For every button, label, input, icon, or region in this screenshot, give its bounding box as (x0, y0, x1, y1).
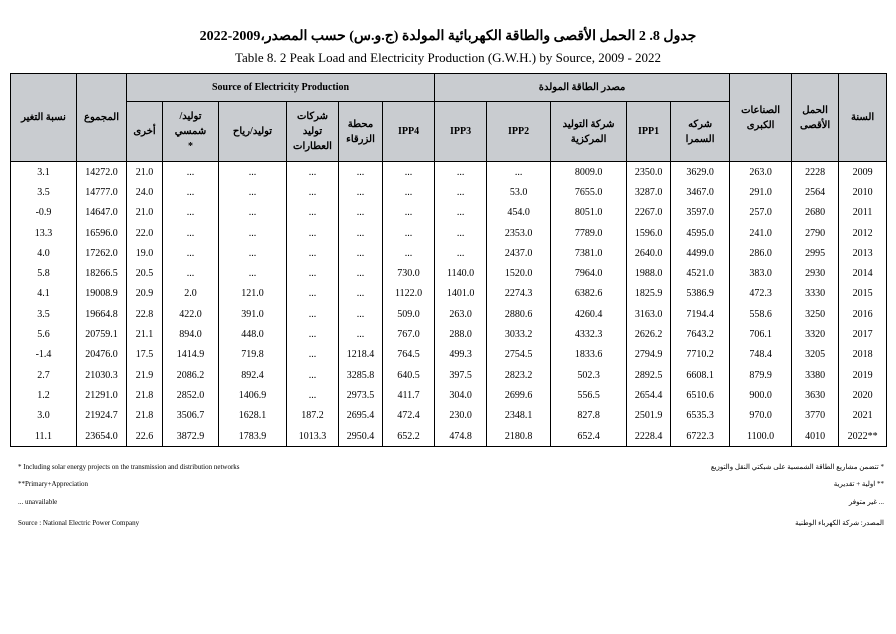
cell-attarat: ... (287, 345, 339, 365)
cell-central: 8051.0 (551, 203, 627, 223)
cell-central: 1833.6 (551, 345, 627, 365)
cell-samra: 3467.0 (671, 182, 730, 202)
cell-central: 556.5 (551, 385, 627, 405)
cell-other: 17.5 (127, 345, 163, 365)
cell-samra: 3629.0 (671, 162, 730, 183)
cell-other: 21.1 (127, 324, 163, 344)
cell-change: 4.0 (11, 243, 77, 263)
cell-ipp1: 3163.0 (627, 304, 671, 324)
table-row (11, 406, 887, 426)
cell-wind: 1628.1 (219, 406, 287, 426)
cell-samra: 4521.0 (671, 263, 730, 283)
cell-ipp3: ... (435, 162, 487, 183)
cell-attarat: ... (287, 243, 339, 263)
cell-industries: 1100.0 (730, 426, 792, 447)
cell-samra: 3597.0 (671, 203, 730, 223)
cell-central: 502.3 (551, 365, 627, 385)
table-row (11, 365, 887, 385)
note-unavailable-ar: ... غير متوفر (848, 498, 884, 506)
header-attarat-line1: شركات (296, 111, 329, 122)
cell-samra: 6722.3 (671, 426, 730, 447)
note-source-ar: المصدر: شركة الكهرباء الوطنية (795, 519, 884, 527)
cell-zarqa: ... (339, 203, 383, 223)
cell-peak: 2995 (792, 243, 839, 263)
cell-industries: 286.0 (730, 243, 792, 263)
cell-ipp2: 1520.0 (487, 263, 551, 283)
cell-ipp3: ... (435, 223, 487, 243)
cell-samra: 4499.0 (671, 243, 730, 263)
cell-ipp2: 2699.6 (487, 385, 551, 405)
cell-solar: 422.0 (163, 304, 219, 324)
cell-ipp4: 640.5 (383, 365, 435, 385)
table-row (11, 345, 887, 365)
cell-central: 7655.0 (551, 182, 627, 202)
cell-attarat: ... (287, 304, 339, 324)
cell-ipp4: 509.0 (383, 304, 435, 324)
header-solar (163, 102, 219, 162)
cell-ipp2: 3033.2 (487, 324, 551, 344)
cell-peak: 2228 (792, 162, 839, 183)
cell-year: 2015 (839, 284, 887, 304)
header-peak-load (792, 74, 839, 162)
cell-wind: 719.8 (219, 345, 287, 365)
cell-solar: ... (163, 162, 219, 183)
cell-zarqa: 3285.8 (339, 365, 383, 385)
header-samra: شركه السمرا (671, 102, 730, 162)
cell-wind: 391.0 (219, 304, 287, 324)
cell-ipp4: 730.0 (383, 263, 435, 283)
table-row (11, 324, 887, 344)
cell-zarqa: ... (339, 162, 383, 183)
cell-total: 23654.0 (77, 426, 127, 447)
cell-ipp4: ... (383, 182, 435, 202)
note-primary-ar: ** اولية + تقديرية (833, 480, 884, 488)
cell-solar: ... (163, 223, 219, 243)
cell-ipp3: 397.5 (435, 365, 487, 385)
cell-year: 2013 (839, 243, 887, 263)
header-industries-line2: الكبرى (746, 119, 775, 131)
cell-attarat: ... (287, 324, 339, 344)
cell-ipp1: 1988.0 (627, 263, 671, 283)
cell-zarqa: ... (339, 182, 383, 202)
cell-attarat: ... (287, 385, 339, 405)
cell-change: 11.1 (11, 426, 77, 447)
cell-other: 22.6 (127, 426, 163, 447)
cell-change: 3.0 (11, 406, 77, 426)
cell-ipp4: ... (383, 203, 435, 223)
cell-samra: 7643.2 (671, 324, 730, 344)
cell-central: 8009.0 (551, 162, 627, 183)
table-title-english: Table 8. 2 Peak Load and Electricity Production (G.W.H.) by Source, 2009 - 2022 (234, 50, 662, 65)
cell-ipp1: 2892.5 (627, 365, 671, 385)
cell-ipp1: 2626.2 (627, 324, 671, 344)
cell-industries: 291.0 (730, 182, 792, 202)
cell-zarqa: 2950.4 (339, 426, 383, 447)
data-table (10, 73, 887, 447)
cell-year: 2021 (839, 406, 887, 426)
cell-zarqa: 2695.4 (339, 406, 383, 426)
cell-other: 20.9 (127, 284, 163, 304)
cell-ipp4: ... (383, 162, 435, 183)
cell-other: 22.8 (127, 304, 163, 324)
cell-peak: 4010 (792, 426, 839, 447)
header-attarat (287, 102, 339, 162)
cell-change: 4.1 (11, 284, 77, 304)
cell-solar: 3872.9 (163, 426, 219, 447)
cell-ipp2: ... (487, 162, 551, 183)
cell-industries: 257.0 (730, 203, 792, 223)
cell-wind: ... (219, 203, 287, 223)
table-body (11, 162, 887, 447)
cell-wind: 892.4 (219, 365, 287, 385)
cell-solar: 2.0 (163, 284, 219, 304)
cell-attarat: ... (287, 365, 339, 385)
cell-ipp4: 1122.0 (383, 284, 435, 304)
header-attarat-line3: العطارات (293, 141, 332, 152)
header-solar-label: توليد/شمسي (174, 111, 207, 137)
cell-attarat: ... (287, 182, 339, 202)
cell-ipp3: ... (435, 203, 487, 223)
cell-ipp2: 454.0 (487, 203, 551, 223)
cell-ipp3: ... (435, 243, 487, 263)
cell-wind: ... (219, 182, 287, 202)
cell-industries: 748.4 (730, 345, 792, 365)
cell-ipp3: 230.0 (435, 406, 487, 426)
cell-attarat: 1013.3 (287, 426, 339, 447)
cell-solar: 3506.7 (163, 406, 219, 426)
header-source-ar: مصدر الطاقة المولدة (435, 74, 730, 102)
cell-total: 18266.5 (77, 263, 127, 283)
cell-wind: 121.0 (219, 284, 287, 304)
cell-wind: ... (219, 263, 287, 283)
cell-peak: 3250 (792, 304, 839, 324)
cell-other: 21.8 (127, 385, 163, 405)
cell-total: 19664.8 (77, 304, 127, 324)
cell-samra: 6608.1 (671, 365, 730, 385)
cell-year: 2022** (839, 426, 887, 447)
header-other: أخرى (127, 102, 163, 162)
cell-total: 21030.3 (77, 365, 127, 385)
cell-samra: 4595.0 (671, 223, 730, 243)
cell-ipp2: 2353.0 (487, 223, 551, 243)
cell-peak: 3630 (792, 385, 839, 405)
header-central-line2: المركزية (570, 133, 607, 145)
cell-samra: 7710.2 (671, 345, 730, 365)
cell-ipp2: 2180.8 (487, 426, 551, 447)
cell-total: 14777.0 (77, 182, 127, 202)
cell-peak: 2930 (792, 263, 839, 283)
cell-change: 3.5 (11, 304, 77, 324)
cell-ipp3: 1140.0 (435, 263, 487, 283)
cell-other: 24.0 (127, 182, 163, 202)
table-row (11, 243, 887, 263)
cell-change: 2.7 (11, 365, 77, 385)
cell-samra: 5386.9 (671, 284, 730, 304)
header-peak-line2: الأقصى (799, 119, 831, 131)
cell-ipp3: 288.0 (435, 324, 487, 344)
cell-solar: ... (163, 243, 219, 263)
note-solar-en: * Including solar energy projects on the transmission and distribution networks (18, 463, 240, 471)
cell-wind: 448.0 (219, 324, 287, 344)
table-row (11, 223, 887, 243)
cell-industries: 472.3 (730, 284, 792, 304)
header-industries (730, 74, 792, 162)
cell-samra: 6510.6 (671, 385, 730, 405)
cell-ipp3: ... (435, 182, 487, 202)
cell-central: 4260.4 (551, 304, 627, 324)
cell-central: 7964.0 (551, 263, 627, 283)
cell-other: 21.9 (127, 365, 163, 385)
note-primary-en: **Primary+Appreciation (18, 480, 89, 488)
header-industries-line1: الصناعات (741, 104, 781, 116)
header-ipp4: IPP4 (383, 102, 435, 162)
table-row (11, 284, 887, 304)
cell-ipp2: 2823.2 (487, 365, 551, 385)
cell-ipp2: 2437.0 (487, 243, 551, 263)
cell-peak: 3205 (792, 345, 839, 365)
cell-solar: ... (163, 203, 219, 223)
cell-peak: 3770 (792, 406, 839, 426)
cell-other: 21.0 (127, 203, 163, 223)
note-unavailable-en: ... unavailable (18, 498, 58, 506)
cell-zarqa: ... (339, 263, 383, 283)
cell-ipp3: 474.8 (435, 426, 487, 447)
cell-ipp4: 411.7 (383, 385, 435, 405)
cell-change: 3.5 (11, 182, 77, 202)
header-zarqa-line2: الزرقاء (346, 133, 375, 145)
cell-wind: ... (219, 223, 287, 243)
header-ipp1: IPP1 (627, 102, 671, 162)
cell-total: 17262.0 (77, 243, 127, 263)
cell-ipp4: 652.2 (383, 426, 435, 447)
table-row (11, 162, 887, 183)
cell-year: 2018 (839, 345, 887, 365)
cell-year: 2017 (839, 324, 887, 344)
header-zarqa-line1: محطة (347, 118, 374, 130)
cell-change: -0.9 (11, 203, 77, 223)
header-total: المجموع (77, 74, 127, 162)
note-source-en: Source : National Electric Power Company (18, 519, 140, 527)
cell-ipp1: 2501.9 (627, 406, 671, 426)
cell-other: 21.0 (127, 162, 163, 183)
cell-industries: 263.0 (730, 162, 792, 183)
cell-change: 5.8 (11, 263, 77, 283)
cell-industries: 383.0 (730, 263, 792, 283)
cell-peak: 2564 (792, 182, 839, 202)
cell-zarqa: ... (339, 284, 383, 304)
cell-ipp2: 2754.5 (487, 345, 551, 365)
cell-ipp1: 1596.0 (627, 223, 671, 243)
cell-change: 5.6 (11, 324, 77, 344)
cell-ipp1: 1825.9 (627, 284, 671, 304)
cell-ipp4: 767.0 (383, 324, 435, 344)
cell-ipp1: 3287.0 (627, 182, 671, 202)
cell-peak: 3380 (792, 365, 839, 385)
cell-central: 6382.6 (551, 284, 627, 304)
cell-peak: 3320 (792, 324, 839, 344)
cell-peak: 2680 (792, 203, 839, 223)
header-zarqa (339, 102, 383, 162)
cell-ipp1: 2794.9 (627, 345, 671, 365)
cell-total: 16596.0 (77, 223, 127, 243)
cell-year: 2016 (839, 304, 887, 324)
cell-industries: 900.0 (730, 385, 792, 405)
cell-attarat: ... (287, 223, 339, 243)
cell-year: 2014 (839, 263, 887, 283)
cell-zarqa: ... (339, 304, 383, 324)
header-ipp3: IPP3 (435, 102, 487, 162)
cell-industries: 970.0 (730, 406, 792, 426)
cell-other: 21.8 (127, 406, 163, 426)
cell-solar: 894.0 (163, 324, 219, 344)
cell-samra: 7194.4 (671, 304, 730, 324)
cell-samra: 6535.3 (671, 406, 730, 426)
cell-ipp1: 2350.0 (627, 162, 671, 183)
cell-attarat: ... (287, 162, 339, 183)
cell-wind: 1406.9 (219, 385, 287, 405)
cell-central: 652.4 (551, 426, 627, 447)
cell-ipp2: 2348.1 (487, 406, 551, 426)
cell-ipp2: 53.0 (487, 182, 551, 202)
cell-total: 20476.0 (77, 345, 127, 365)
cell-solar: 2086.2 (163, 365, 219, 385)
cell-year: 2019 (839, 365, 887, 385)
cell-wind: 1783.9 (219, 426, 287, 447)
cell-ipp3: 1401.0 (435, 284, 487, 304)
cell-attarat: ... (287, 263, 339, 283)
cell-total: 14647.0 (77, 203, 127, 223)
cell-total: 21924.7 (77, 406, 127, 426)
cell-industries: 558.6 (730, 304, 792, 324)
table-row (11, 304, 887, 324)
table-row (11, 385, 887, 405)
table-row (11, 182, 887, 202)
cell-ipp4: 764.5 (383, 345, 435, 365)
cell-ipp4: ... (383, 243, 435, 263)
header-wind: توليد/رياح (219, 102, 287, 162)
cell-zarqa: ... (339, 324, 383, 344)
cell-central: 7789.0 (551, 223, 627, 243)
cell-change: 3.1 (11, 162, 77, 183)
cell-industries: 706.1 (730, 324, 792, 344)
cell-year: 2012 (839, 223, 887, 243)
cell-year: 2020 (839, 385, 887, 405)
cell-attarat: ... (287, 203, 339, 223)
cell-industries: 241.0 (730, 223, 792, 243)
cell-ipp2: 2274.3 (487, 284, 551, 304)
cell-total: 20759.1 (77, 324, 127, 344)
cell-central: 7381.0 (551, 243, 627, 263)
cell-ipp3: 499.3 (435, 345, 487, 365)
cell-central: 4332.3 (551, 324, 627, 344)
header-ipp2: IPP2 (487, 102, 551, 162)
cell-ipp3: 304.0 (435, 385, 487, 405)
cell-ipp1: 2228.4 (627, 426, 671, 447)
cell-other: 22.0 (127, 223, 163, 243)
cell-solar: 2852.0 (163, 385, 219, 405)
cell-ipp1: 2640.0 (627, 243, 671, 263)
cell-ipp2: 2880.6 (487, 304, 551, 324)
cell-attarat: 187.2 (287, 406, 339, 426)
cell-attarat: ... (287, 284, 339, 304)
cell-ipp3: 263.0 (435, 304, 487, 324)
cell-year: 2011 (839, 203, 887, 223)
cell-wind: ... (219, 243, 287, 263)
cell-industries: 879.9 (730, 365, 792, 385)
cell-ipp4: ... (383, 223, 435, 243)
header-source-en: Source of Electricity Production (127, 74, 435, 102)
cell-year: 2009 (839, 162, 887, 183)
cell-zarqa: 2973.5 (339, 385, 383, 405)
cell-central: 827.8 (551, 406, 627, 426)
cell-other: 19.0 (127, 243, 163, 263)
table-row (11, 263, 887, 283)
cell-zarqa: ... (339, 243, 383, 263)
note-solar-ar: * تتضمن مشاريع الطاقة الشمسية على شبكتي النقل والتوزيع (710, 463, 884, 471)
cell-change: 13.3 (11, 223, 77, 243)
cell-solar: ... (163, 182, 219, 202)
header-solar-mark: * (188, 141, 193, 152)
cell-wind: ... (219, 162, 287, 183)
cell-total: 14272.0 (77, 162, 127, 183)
table-title-arabic: جدول 8. 2 الحمل الأقصى والطاقة الكهربائية المولدة (ج.و.س) حسب المصدر،2009-2022 (199, 29, 697, 44)
cell-change: 1.2 (11, 385, 77, 405)
header-central (551, 102, 627, 162)
table-row (11, 426, 887, 447)
header-year: السنة (839, 74, 887, 162)
cell-solar: ... (163, 263, 219, 283)
cell-total: 21291.0 (77, 385, 127, 405)
cell-peak: 2790 (792, 223, 839, 243)
cell-change: -1.4 (11, 345, 77, 365)
header-attarat-line2: توليد (302, 126, 323, 137)
cell-total: 19008.9 (77, 284, 127, 304)
header-peak-line1: الحمل (802, 104, 828, 116)
cell-ipp4: 472.4 (383, 406, 435, 426)
header-change-rate: نسبة التغير (11, 74, 77, 162)
cell-zarqa: 1218.4 (339, 345, 383, 365)
cell-peak: 3330 (792, 284, 839, 304)
cell-ipp1: 2654.4 (627, 385, 671, 405)
header-central-line1: شركة التوليد (562, 118, 615, 130)
cell-zarqa: ... (339, 223, 383, 243)
cell-year: 2010 (839, 182, 887, 202)
cell-other: 20.5 (127, 263, 163, 283)
table-row (11, 203, 887, 223)
cell-ipp1: 2267.0 (627, 203, 671, 223)
cell-solar: 1414.9 (163, 345, 219, 365)
